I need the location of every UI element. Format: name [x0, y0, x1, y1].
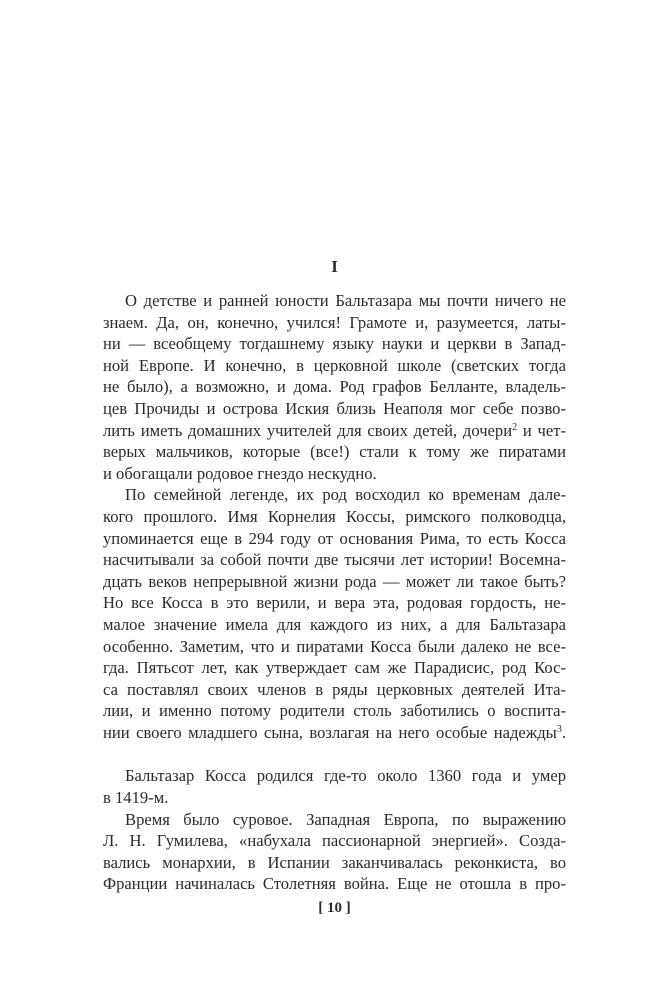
text-line: Бальтазар Косса родился где-то около 1360 года и умер	[125, 766, 566, 786]
text-line: цев Прочиды и острова Иския близь Неаполя мог себе позво-	[103, 398, 566, 418]
footnote-mark[interactable]: 3	[556, 723, 562, 735]
text-fragment: лить иметь домашних учителей для своих детей, дочери	[103, 420, 513, 440]
paragraph-4	[103, 809, 566, 895]
paragraph-2	[103, 484, 566, 743]
text-line: гда. Пятьсот лет, как утверждает сам же Парадисис, род Кос-	[103, 658, 566, 678]
text-line: ни — всеобщему тогдашнему языку науки и церкви в Запад-	[103, 334, 566, 354]
text-line: знаем. Да, он, конечно, учился! Грамоте и, разумеется, латы-	[103, 312, 566, 332]
text-line: и обогащали родовое гнездо нескудно.	[103, 463, 377, 483]
text-line: вались монархии, в Испании заканчивалась реконкиста, во	[103, 852, 566, 872]
text-line: ной Европе. И конечно, в церковной школе (светских тогда	[103, 355, 566, 375]
text-fragment: нии своего младшего сына, возлагая на него особые надежды	[103, 722, 557, 742]
text-line: дцать веков непрерывной жизни рода — может ли такое быть?	[103, 571, 566, 591]
text-line: Время было суровое. Западная Европа, по выражению	[125, 809, 566, 829]
text-line: са поставлял своих членов в ряды церковных деятелей Ита-	[103, 679, 566, 699]
text-line: малое значение имела для каждого из них, а для Бальтазара	[103, 614, 566, 634]
text-line: кого прошлого. Имя Корнелия Коссы, римского полководца,	[103, 506, 566, 526]
text-line: О детстве и ранней юности Бальтазара мы почти ничего не	[125, 291, 566, 310]
paragraph-1	[103, 290, 566, 484]
footnote-mark[interactable]: 2	[512, 421, 518, 433]
text-line-with-footnote	[103, 420, 566, 442]
text-line: лии, и именно потому родители столь заботились о воспита-	[103, 701, 566, 721]
chapter-heading: I	[331, 257, 338, 276]
text-line: Л. Н. Гумилева, «набухала пассионарной энергией». Созда-	[103, 831, 566, 851]
section-gap	[103, 743, 566, 765]
page-number: [ 10 ]	[318, 900, 351, 916]
paragraph-3	[103, 765, 566, 808]
text-line: упоминается еще в 294 году от основания Рима, то есть Косса	[103, 528, 566, 548]
text-line: насчитывали за собой почти две тысячи лет истории! Восемна-	[103, 550, 566, 570]
text-line: По семейной легенде, их род восходил ко временам дале-	[125, 485, 566, 505]
text-line: Франции начиналась Столетняя война. Еще не отошла в про-	[103, 874, 566, 894]
text-line-with-footnote: нии своего младшего сына, возлагая на него особые надежды$^3$.	[103, 722, 566, 742]
text-line: Но все Косса в это верили, и вера эта, родовая гордость, не-	[103, 593, 566, 613]
text-line: в 1419-м.	[103, 788, 169, 808]
text-line: верых мальчиков, которые (все!) стали к тому же пиратами	[103, 442, 566, 462]
text-line: не было), а возможно, и дома. Род графов Белланте, владель-	[103, 377, 566, 397]
body-text	[103, 290, 566, 895]
text-fragment: и чет-	[522, 420, 566, 440]
text-line: особенно. Заметим, что и пиратами Косса были далеко не все-	[103, 636, 566, 656]
